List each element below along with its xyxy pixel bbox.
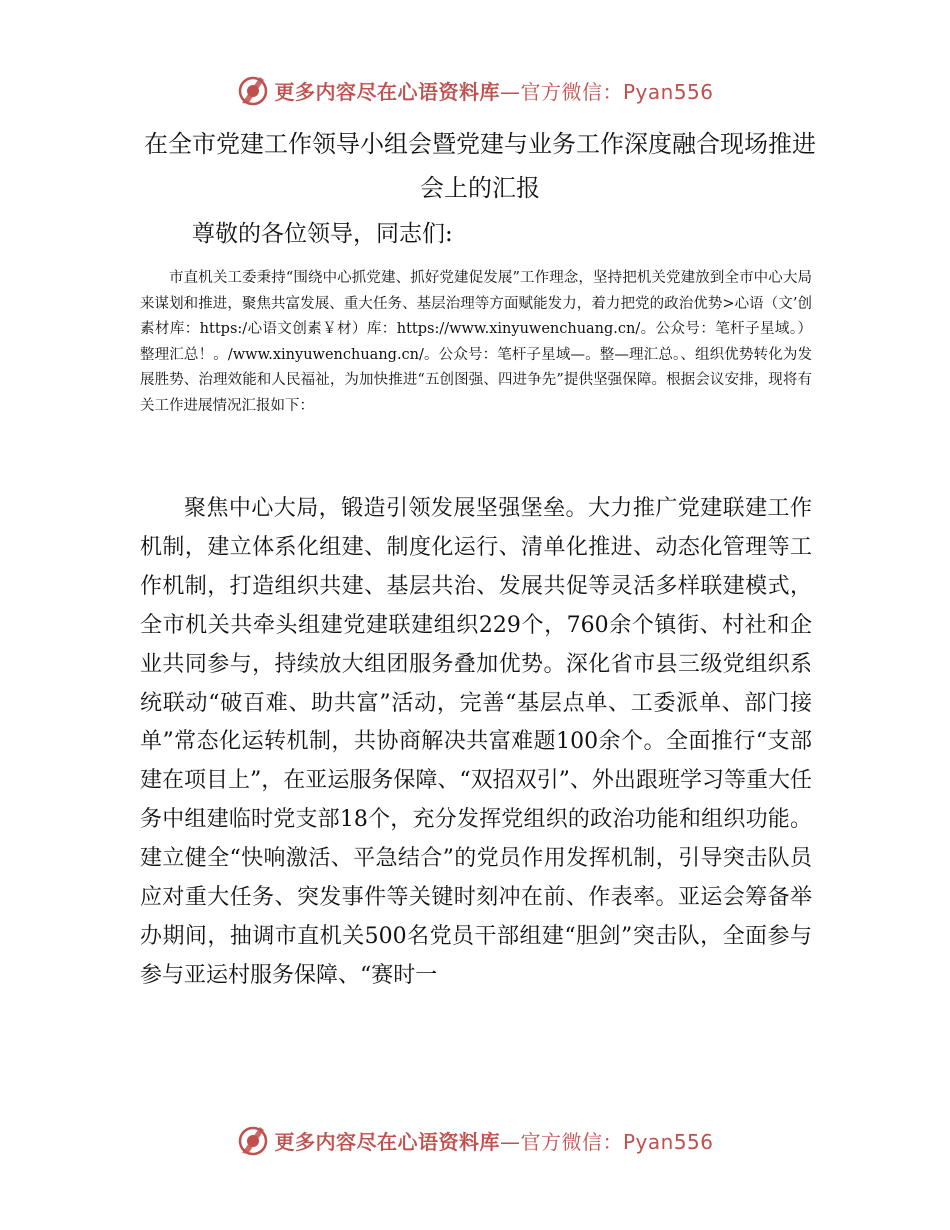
watermark-text: 更多内容尽在心语资料库—官方微信：Pyan556 — [274, 79, 714, 104]
footer-watermark-banner — [0, 1120, 950, 1160]
header-watermark-banner — [0, 70, 950, 110]
salutation: 尊敬的各位领导，同志们: — [192, 221, 453, 247]
document-title: 在全市党建工作领导小组会暨党建与业务工作深度融合现场推进会上的汇报 — [144, 130, 816, 202]
quill-pen-seal-icon — [236, 1123, 270, 1157]
quill-pen-seal-icon — [236, 73, 270, 107]
intro-paragraph: 市直机关工委秉持“围绕中心抓党建、抓好党建促发展”工作理念，坚持把机关党建放到全市中心大局来谋划和推进，聚焦共富发展、重大任务、基层治理等方面赋能发力，着力把党的政治优势>心语（文’创素材库：https:/心语文创素￥材）库：https://www.xinyuwenchuang.cn/。公众号：笔杆子星域。）整理汇总！。/www.xinyuwenchuang.cn/。公众号：笔杆子星域—。整—理汇总。、组织优势转化为发展胜势、治理效能和人民福祉，为加快推进“五创图强、四进争先”提供坚强保障。根据会议安排，现将有关工作进展情况汇报如下： — [140, 270, 812, 414]
watermark-text: 更多内容尽在心语资料库—官方微信：Pyan556 — [274, 1129, 714, 1154]
body-paragraph: 聚焦中心大局，锻造引领发展坚强堡垒。大力推广党建联建工作机制，建立体系化组建、制度化运行、清单化推进、动态化管理等工作机制，打造组织共建、基层共治、发展共促等灵活多样联建模式，全市机关共牵头组建党建联建组织229个，760余个镇街、村社和企业共同参与，持续放大组团服务叠加优势。深化省市县三级党组织系统联动“破百难、助共富”活动，完善“基层点单、工委派单、部门接单”常态化运转机制，共协商解决共富难题100余个。全面推行“支部建在项目上”，在亚运服务保障、“双招双引”、外出跟班学习等重大任务中组建临时党支部18个，充分发挥党组织的政治功能和组织功能。建立健全“快响激活、平急结合”的党员作用发挥机制，引导突击队员应对重大任务、突发事件等关键时刻冲在前、作表率。亚运会筹备举办期间，抽调市直机关500名党员干部组建“胆剑”突击队，全面参与参与亚运村服务保障、“赛时一 — [140, 496, 812, 988]
